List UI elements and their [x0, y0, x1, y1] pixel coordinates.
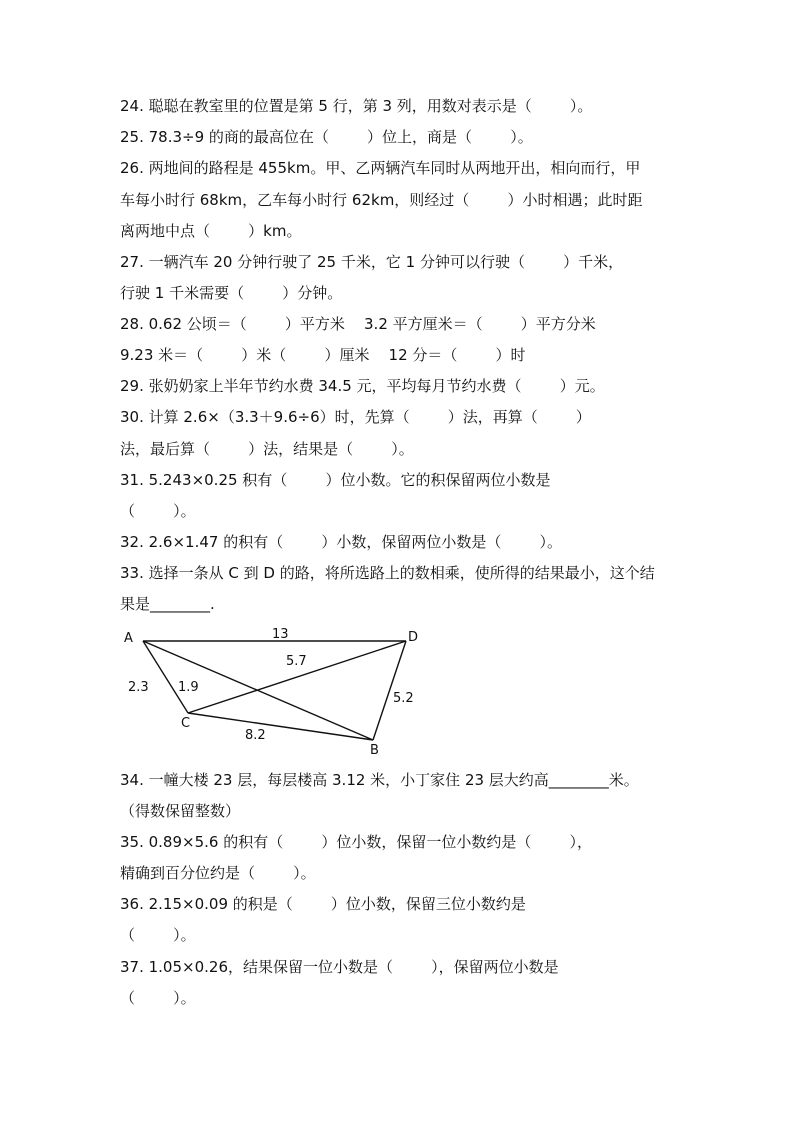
question-line: 25. 78.3÷9 的商的最高位在（ ）位上，商是（ ）。 [120, 128, 533, 146]
question-line: 31. 5.243×0.25 积有（ ）位小数。它的积保留两位小数是 [120, 471, 551, 489]
question-line: 行驶 1 千米需要（ ）分钟。 [120, 284, 343, 302]
point-B-label: B [370, 743, 379, 758]
edge-CB [188, 713, 373, 740]
question-line: 车每小时行 68km，乙车每小时行 62km，则经过（ ）小时相遇；此时距 [120, 191, 643, 209]
question-line: 法，最后算（ ）法，结果是（ ）。 [120, 440, 414, 458]
question-line: 9.23 米＝（ ）米（ ）厘米 12 分＝（ ）时 [120, 346, 526, 364]
question-line: （ ）。 [120, 989, 196, 1007]
question-line: 精确到百分位约是（ ）。 [120, 864, 316, 882]
point-D-label: D [408, 630, 419, 645]
edge-CB-label: 8.2 [245, 728, 266, 743]
question-line: 离两地中点（ ）km。 [120, 222, 302, 240]
question-line: 32. 2.6×1.47 的积有（ ）小数，保留两位小数是（ ）。 [120, 533, 563, 551]
question-line: 33. 选择一条从 C 到 D 的路，将所选路上的数相乘，使所得的结果最小，这个结 [120, 564, 655, 582]
question-line: （得数保留整数） [120, 802, 241, 820]
edge-CX-label: 1.9 [178, 680, 199, 695]
question-line: 36. 2.15×0.09 的积是（ ）位小数，保留三位小数约是 [120, 895, 526, 913]
question-line: 26. 两地间的路程是 455km。甲、乙两辆汽车同时从两地开出，相向而行，甲 [120, 159, 641, 177]
question-line: 24. 聪聪在教室里的位置是第 5 行，第 3 列，用数对表示是（ ）。 [120, 97, 593, 115]
question-line: 34. 一幢大楼 23 层，每层楼高 3.12 米，小丁家住 23 层大约高________米。 [120, 771, 639, 789]
question-line: 29. 张奶奶家上半年节约水费 34.5 元，平均每月节约水费（ ）元。 [120, 377, 605, 395]
question-line: 27. 一辆汽车 20 分钟行驶了 25 千米，它 1 分钟可以行驶（ ）千米， [120, 253, 624, 271]
edge-CD-label: 5.7 [286, 654, 307, 669]
question-line: （ ）。 [120, 926, 196, 944]
route-diagram [110, 625, 440, 760]
question-line: 30. 计算 2.6×（3.3＋9.6÷6）时，先算（ ）法，再算（ ） [120, 408, 591, 426]
point-C-label: C [181, 716, 191, 731]
point-A-label: A [124, 631, 133, 646]
question-line: 35. 0.89×5.6 的积有（ ）位小数，保留一位小数约是（ ）， [120, 833, 593, 851]
edge-CD [188, 641, 406, 713]
question-line: 果是________. [120, 595, 215, 613]
question-line: 28. 0.62 公顷＝（ ）平方米 3.2 平方厘米＝（ ）平方分米 [120, 315, 596, 333]
edge-AC [143, 641, 188, 713]
edge-AD-label: 13 [272, 627, 289, 642]
question-line: 37. 1.05×0.26，结果保留一位小数是（ ），保留两位小数是 [120, 958, 559, 976]
edge-AC-label: 2.3 [128, 680, 149, 695]
question-line: （ ）。 [120, 502, 196, 520]
edge-BD-label: 5.2 [393, 691, 414, 706]
